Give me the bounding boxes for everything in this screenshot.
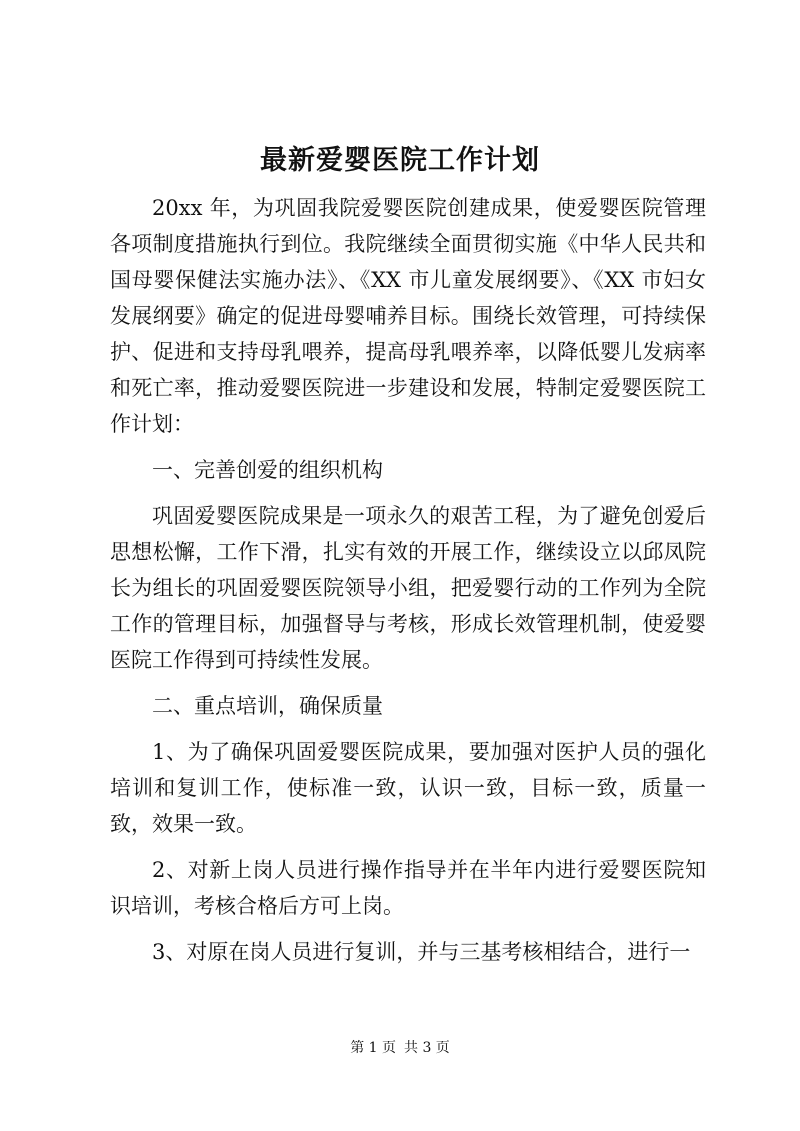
paragraph-item-3: 3、对原在岗人员进行复训，并与三基考核相结合，进行一 [152,940,691,964]
paragraph-item-1: 1、为了确保巩固爱婴医院成果，要加强对医护人员的强化培训和复训工作，使标准一致，认识一致，目标一致，质量一致，效果一致。 [110,740,706,836]
paragraph-item-2: 2、对新上岗人员进行操作指导并在半年内进行爱婴医院知识培训，考核合格后方可上岗。 [110,858,706,918]
section-heading-2: 二、重点培训，确保质量 [152,694,383,718]
document-body [110,190,706,980]
paragraph-section-1: 巩固爱婴医院成果是一项永久的艰苦工程，为了避免创爱后思想松懈，工作下滑，扎实有效的开展工作，继续设立以邱凤院长为组长的巩固爱婴医院领导小组，把爱婴行动的工作列为全院工作的管理目标，加强督导与考核，形成长效管理机制，使爱婴医院工作得到可持续性发展。 [110,504,706,672]
page-number: 第 1 页 [350,1040,396,1056]
document-title: 最新爱婴医院工作计划 [260,145,540,176]
section-heading-1: 一、完善创爱的组织机构 [152,458,383,482]
paragraph-intro: 20xx 年，为巩固我院爱婴医院创建成果，使爱婴医院管理各项制度措施执行到位。我院继续全面贯彻实施《中华人民共和国母婴保健法实施办法》、《XX 市儿童发展纲要》、《XX 市妇女发展纲要》确定的促进母婴哺养目标。围绕长效管理，可持续保护、促进和支持母乳喂养，提高母乳喂养率，以降低婴儿发病率和死亡率，推动爱婴医院进一步建设和发展，特制定爱婴医院工作计划： [110,196,706,436]
page-total: 共 3 页 [404,1040,450,1056]
page-footer [0,1038,800,1058]
